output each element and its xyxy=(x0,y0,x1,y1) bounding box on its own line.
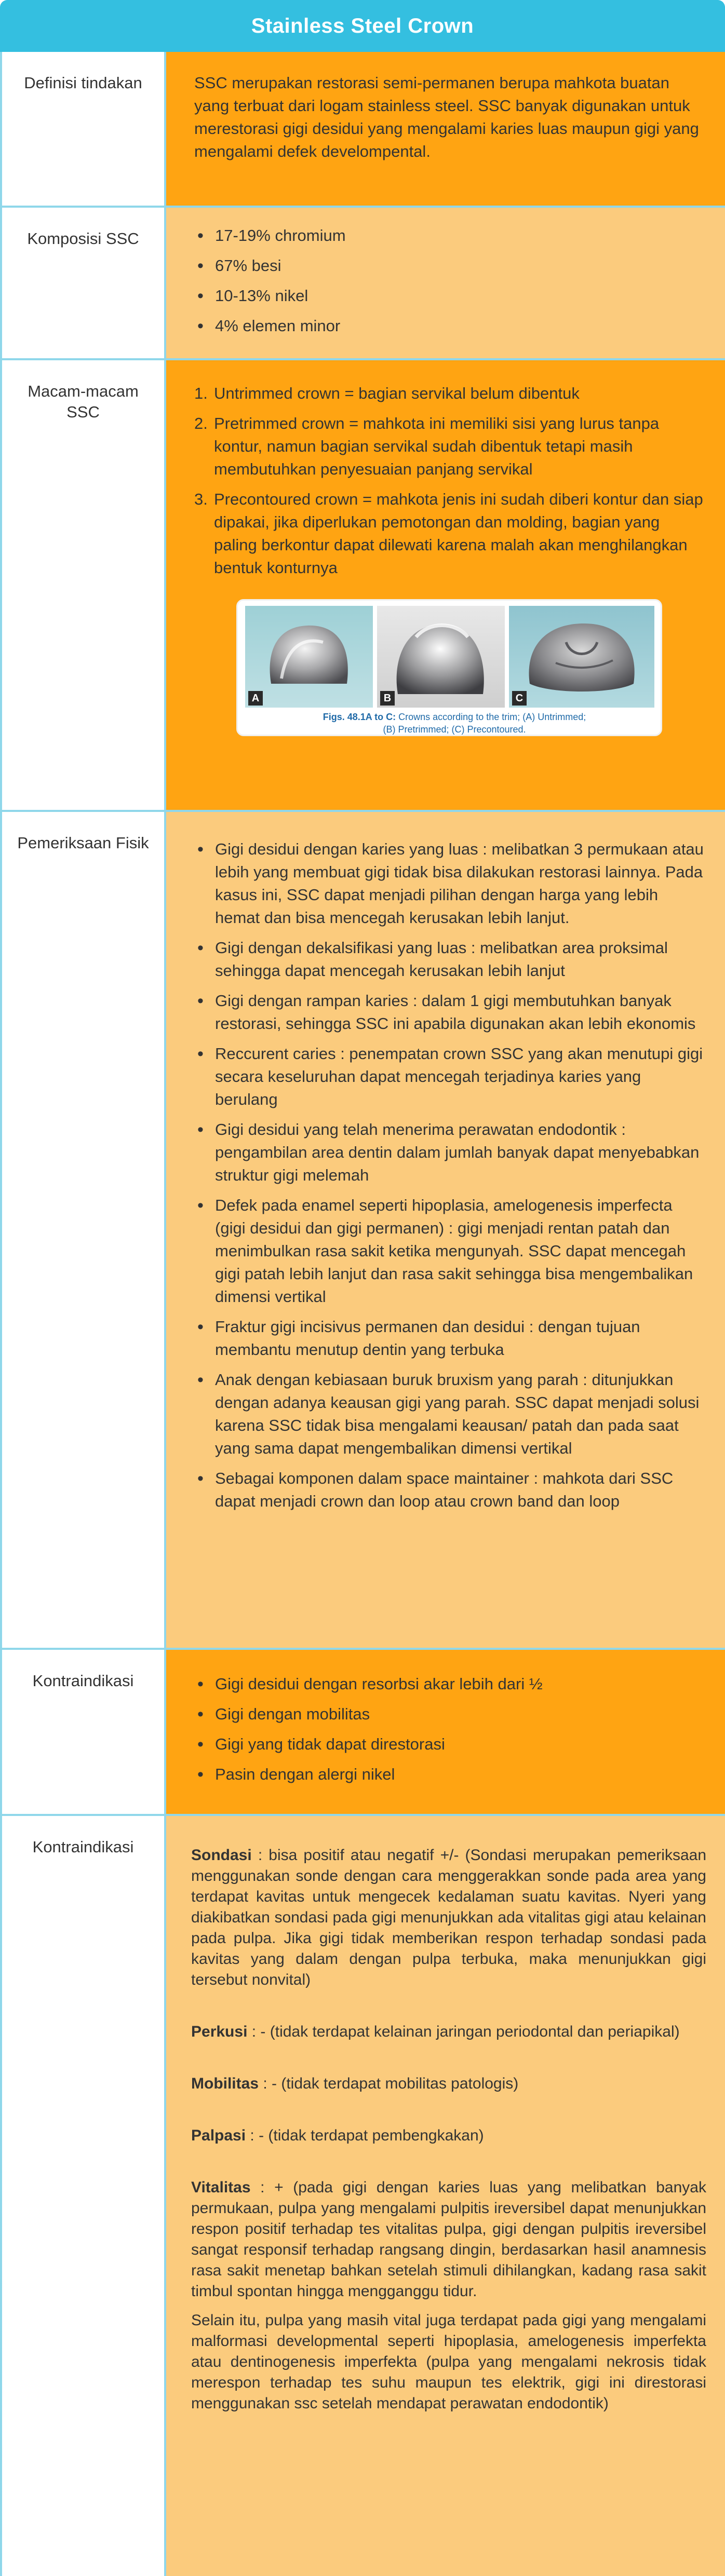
list-item: • Gigi dengan rampan karies : dalam 1 gigi membutuhkan banyak restorasi, sehingga SSC ini apabila digunakan akan lebih ekonomis xyxy=(194,989,704,1035)
row-label-kontraindikasi-1: Kontraindikasi xyxy=(0,1650,164,1814)
row-label-komposisi: Komposisi SSC xyxy=(0,208,164,358)
row-definisi xyxy=(0,52,725,208)
row-label-kontraindikasi-2: Kontraindikasi xyxy=(0,1816,164,2576)
list-item: • Gigi desidui dengan karies yang luas : melibatkan 3 permukaan atau lebih yang membuat gigi tidak bisa dilakukan restorasi lainnya. Pada kasus ini, SSC dapat menjadi pilihan dengan harga yang lebih hemat dan bisa mencegah kerusakan lebih lanjut. xyxy=(194,838,704,929)
list-item: • Gigi desidui yang telah menerima perawatan endodontik : pengambilan area dentin dalam jumlah banyak dapat menyebabkan struktur gigi melemah xyxy=(194,1118,704,1187)
list-item: • Fraktur gigi incisivus permanen dan desidui : dengan tujuan membantu menutup dentin yang terbuka xyxy=(194,1316,704,1361)
figure-caption: Figs. 48.1A to C: Crowns according to the trim; (A) Untrimmed; (B) Pretrimmed; (C) Precontoured. xyxy=(323,712,586,735)
sondasi-paragraph: Sondasi : bisa positif atau negatif +/- (Sondasi merupakan pemeriksaan menggunakan sonde dengan cara menggerakkan sonde pada area yang terdapat kavitas untuk mengecek kedalaman suatu kavitas. Nyeri yang diakibatkan sondasi pada gigi menunjukkan ada vitalitas gigi atau kelainan pada pulpa. Jika gigi tidak memberikan respon terhadap sondasi pada kavitas yang dalam dengan pulpa terbuka, maka menunjukkan gigi tersebut nonvital) xyxy=(191,1847,707,1988)
row-label-macam: Macam-macam SSC xyxy=(0,360,164,810)
row-content-macam xyxy=(164,360,725,810)
kontraindikasi-list xyxy=(194,1673,704,1786)
list-item: • Reccurent caries : penempatan crown SSC yang akan menutupi gigi secara keseluruhan dapat mencegah terjadinya karies yang berulang xyxy=(194,1042,704,1111)
list-item: • 4% elemen minor xyxy=(194,315,704,337)
row-label-definisi: Definisi tindakan xyxy=(0,52,164,206)
crown-image-precontoured: C xyxy=(509,606,654,708)
vitalitas-paragraph: Vitalitas : + (pada gigi dengan karies luas yang melibatkan banyak permukaan, pulpa yang mengalami pulpitis ireversibel dapat menunjukkan respon positif terhadap tes vitalitas pulpa, gigi dengan pulpitis ireversibel sangat responsif terhadap rangsang dingin, berdasarkan hasil anamnesis rasa sakit menetap bahkan setelah stimuli dihilangkan, kadang rasa sakit timbul spontan hingga mengganggu tidur. xyxy=(191,2179,706,2300)
list-item: • Gigi dengan dekalsifikasi yang luas : melibatkan area proksimal sehingga dapat mencegah kerusakan lebih lanjut xyxy=(194,937,704,982)
row-content-definisi xyxy=(164,52,725,206)
row-kontraindikasi-1 xyxy=(0,1650,725,1816)
row-pemeriksaan xyxy=(0,812,725,1650)
list-item: • Pasin dengan alergi nikel xyxy=(194,1763,704,1786)
definisi-text: SSC merupakan restorasi semi-permanen berupa mahkota buatan yang terbuat dari logam stainless steel. SSC banyak digunakan untuk merestorasi gigi desidui yang mengalami karies luas maupun gigi yang mengalami defek develompental. xyxy=(194,74,699,160)
row-content-kontraindikasi-2 xyxy=(164,1816,725,2576)
crown-image-pretrimmed: B xyxy=(377,606,505,708)
komposisi-list xyxy=(194,224,704,337)
page-title: Stainless Steel Crown xyxy=(0,0,725,52)
crown-figure xyxy=(236,599,662,736)
list-item: • 17-19% chromium xyxy=(194,224,704,247)
list-item: • 67% besi xyxy=(194,254,704,277)
row-label-pemeriksaan: Pemeriksaan Fisik xyxy=(0,812,164,1648)
list-item: 2. Pretrimmed crown = mahkota ini memiliki sisi yang lurus tanpa kontur, namun bagian servikal sudah dibentuk tetapi masih membutuhkan penyesuaian panjang servikal xyxy=(194,414,660,478)
list-item: • 10-13% nikel xyxy=(194,284,704,307)
macam-list xyxy=(194,382,704,579)
list-item: • Defek pada enamel seperti hipoplasia, amelogenesis imperfecta (gigi desidui dan gigi permanen) : gigi menjadi rentan patah dan menimbulkan rasa sakit ketika mengunyah. SSC dapat mencegah gigi patah lebih lanjut dan rasa sakit sehingga bisa mengembalikan dimensi vertikal xyxy=(194,1194,704,1308)
list-item: 1. Untrimmed crown = bagian servikal belum dibentuk xyxy=(194,384,580,402)
row-content-komposisi xyxy=(164,208,725,358)
row-kontraindikasi-2 xyxy=(0,1816,725,2576)
crown-image-untrimmed: A xyxy=(245,606,373,708)
list-item: • Sebagai komponen dalam space maintainer : mahkota dari SSC dapat menjadi crown dan loop atau crown band dan loop xyxy=(194,1467,704,1513)
row-macam xyxy=(0,360,725,812)
list-item: • Gigi dengan mobilitas xyxy=(194,1703,704,1726)
list-item: • Gigi desidui dengan resorbsi akar lebih dari ½ xyxy=(194,1673,704,1696)
row-content-kontraindikasi-1 xyxy=(164,1650,725,1814)
row-komposisi xyxy=(0,208,725,360)
mobilitas-paragraph: Mobilitas : - (tidak terdapat mobilitas patologis) xyxy=(191,2075,519,2092)
pemeriksaan-list xyxy=(194,838,704,1513)
palpasi-paragraph: Palpasi : - (tidak terdapat pembengkakan) xyxy=(191,2127,484,2144)
list-item: • Gigi yang tidak dapat direstorasi xyxy=(194,1733,704,1756)
list-item: 3. Precontoured crown = mahkota jenis ini sudah diberi kontur dan siap dipakai, jika diperlukan pemotongan dan molding, bagian yang paling berkontur dapat dilewati karena malah akan menghilangkan bentuk konturnya xyxy=(194,490,703,577)
row-content-pemeriksaan xyxy=(164,812,725,1648)
perkusi-paragraph: Perkusi : - (tidak terdapat kelainan jaringan periodontal dan periapikal) xyxy=(191,2023,680,2040)
selain-paragraph: Selain itu, pulpa yang masih vital juga terdapat pada gigi yang mengalami malformasi developmental seperti hipoplasia, amelogenesis imperfekta atau dentinogenesis imperfekta (pulpa yang mengalami nekrosis tidak merespon terhadap tes suhu maupun tes elektrik, gigi ini direstorasi menggunakan ssc setelah mendapat perawatan endodontik) xyxy=(191,2312,706,2412)
list-item: • Anak dengan kebiasaan buruk bruxism yang parah : ditunjukkan dengan adanya keausan gigi yang parah. SSC dapat menjadi solusi karena SSC tidak bisa mengalami keausan/ patah dan pada saat yang sama dapat mengembalikan dimensi vertikal xyxy=(194,1368,704,1460)
